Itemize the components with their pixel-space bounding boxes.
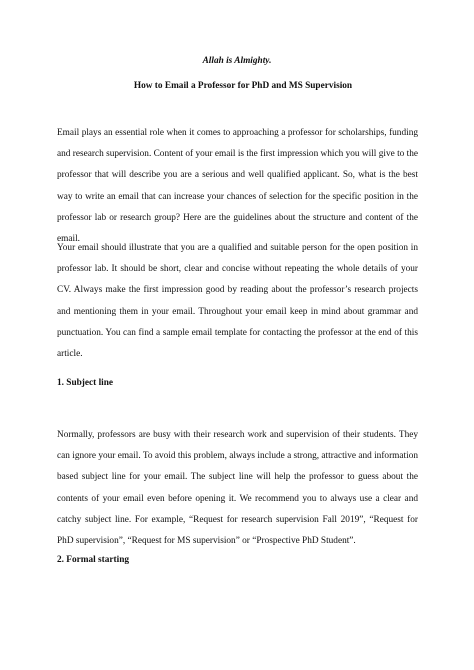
paragraph-email-content: Your email should illustrate that you are a qualified and suitable person for the open position in professor lab. It should be short, clear and concise without repeating the whole details of your CV. Always make the first impression good by reading about the professor’s research projects and mentioning them in your email. Throughout your email keep in mind about grammar and punctuation. You can find a sample email template for contacting the professor at the end of this article. (57, 243, 418, 360)
paragraph-subject-line: Normally, professors are busy with their research work and supervision of their students. They can ignore your email. To avoid this problem, always include a strong, attractive and information based subject line for your email. The subject line will help the professor to guess about the contents of your email even before opening it. We recommend you to always use a clear and catchy subject line. For example, “Request for research supervision Fall 2019”, “Request for PhD supervision”, “Request for MS supervision” or “Prospective PhD Student”. (57, 430, 418, 547)
section-heading-subject-line: 1. Subject line (57, 378, 114, 388)
section-heading-formal-starting: 2. Formal starting (57, 555, 130, 565)
document-title: How to Email a Professor for PhD and MS Supervision (133, 81, 353, 91)
header-italic: Allah is Almighty. (202, 56, 272, 66)
paragraph-intro: Email plays an essential role when it comes to approaching a professor for scholarships, funding and research supervision. Content of your email is the first impression which you will give to the professor that will describe you are a serious and well qualified applicant. So, what is the best way to write an email that can increase your chances of selection for the specific position in the professor lab or research group? Here are the guidelines about the structure and content of the email. (57, 128, 418, 245)
